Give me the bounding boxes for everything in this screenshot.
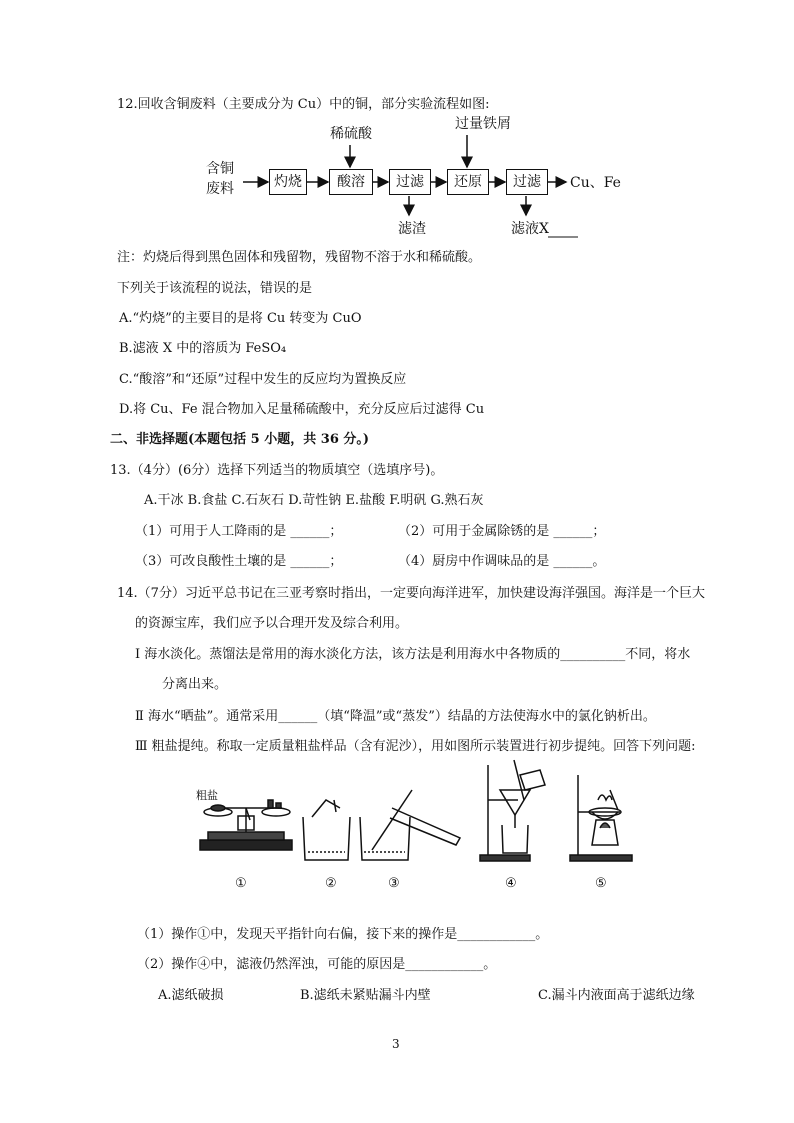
q14-stem-line2: 的资源宝库，我们应予以合理开发及综合利用。	[135, 616, 409, 631]
q12-question: 下列关于该流程的说法，错误的是	[117, 281, 313, 296]
q14-part1-line1: Ⅰ 海水淡化。蒸馏法是常用的海水淡化方法，该方法是利用海水中各物质的__________不同，将水	[135, 647, 691, 662]
q12-option-c: C.“酸溶”和“还原”过程中发生的反应均为置换反应	[119, 372, 407, 387]
q14-sub1: （1）操作①中，发现天平指针向右偏，接下来的操作是____________。	[137, 927, 549, 942]
q12-stem: 12.回收含铜废料（主要成分为 Cu）中的铜，部分实验流程如图:	[117, 97, 490, 112]
q13-item-2: （2）可用于金属除锈的是 ______；	[398, 524, 606, 539]
flow-filtrate: 滤液X	[511, 221, 549, 237]
q14-sub2-option-a: A.滤纸破损	[158, 988, 224, 1003]
section-heading: 二、非选择题(本题包括 5 小题，共 36 分。)	[110, 432, 370, 447]
balance-icon	[200, 800, 292, 850]
fig-number-3: ③	[388, 876, 400, 891]
flow-start-line1: 含铜	[206, 161, 234, 177]
flow-reagent-iron: 过量铁屑	[455, 116, 511, 132]
flow-reagent-acid: 稀硫酸	[330, 126, 372, 142]
flow-step-burn: 灼烧	[269, 169, 307, 195]
q14-sub2-option-b: B.滤纸未紧贴漏斗内壁	[300, 988, 431, 1003]
fig-number-2: ②	[325, 876, 337, 891]
q12-option-a: A.“灼烧”的主要目的是将 Cu 转变为 CuO	[119, 311, 362, 326]
q12-option-b: B.滤液 X 中的溶质为 FeSO₄	[119, 341, 287, 356]
flow-step-acid-dissolve: 酸溶	[329, 169, 373, 195]
fig-number-1: ①	[235, 876, 247, 891]
q12-note: 注：灼烧后得到黑色固体和残留物，残留物不溶于水和稀硫酸。	[117, 250, 482, 265]
q14-stem-line1: 14.（7分）习近平总书记在三亚考察时指出，一定要向海洋进军，加快建设海洋强国。海洋是一个巨大	[117, 586, 705, 601]
q13-stem: 13.（4分）(6分）选择下列适当的物质填空（选填序号)。	[110, 463, 444, 478]
evaporation-icon	[570, 775, 632, 861]
fig-number-4: ④	[505, 876, 517, 891]
flow-step-reduce: 还原	[447, 169, 489, 195]
beaker-stir-icon	[360, 790, 460, 860]
fig-number-5: ⑤	[595, 876, 607, 891]
beaker-pour-icon	[303, 800, 350, 860]
page-number: 3	[392, 1037, 400, 1051]
flow-step-filter-2: 过滤	[506, 169, 548, 195]
flow-residue: 滤渣	[398, 221, 426, 237]
q14-part3: Ⅲ 粗盐提纯。称取一定质量粗盐样品（含有泥沙），用如图所示装置进行初步提纯。回答下列问题:	[135, 739, 696, 754]
q14-part1-line2: 分离出来。	[162, 677, 228, 692]
q12-option-d: D.将 Cu、Fe 混合物加入足量稀硫酸中，充分反应后过滤得 Cu	[119, 402, 485, 417]
flow-start-line2: 废料	[206, 181, 234, 197]
q14-sub2-option-c: C.漏斗内液面高于滤纸边缘	[538, 988, 695, 1003]
fig-label-crude-salt: 粗盐	[196, 789, 218, 802]
q13-item-1: （1）可用于人工降雨的是 ______；	[135, 524, 343, 539]
flow-product: Cu、Fe	[570, 175, 621, 191]
q13-item-4: （4）厨房中作调味品的是 ______。	[398, 554, 606, 569]
q13-item-3: （3）可改良酸性土壤的是 ______；	[135, 554, 343, 569]
q14-sub2: （2）操作④中，滤液仍然浑浊，可能的原因是____________。	[137, 957, 497, 972]
filtration-icon	[480, 760, 545, 861]
q14-part2: Ⅱ 海水“晒盐”。通常采用______（填“降温”或“蒸发”）结晶的方法使海水中的氯化钠析出。	[135, 709, 656, 724]
q13-choices: A.干冰 B.食盐 C.石灰石 D.苛性钠 E.盐酸 F.明矾 G.熟石灰	[144, 493, 484, 508]
flow-step-filter-1: 过滤	[389, 169, 431, 195]
